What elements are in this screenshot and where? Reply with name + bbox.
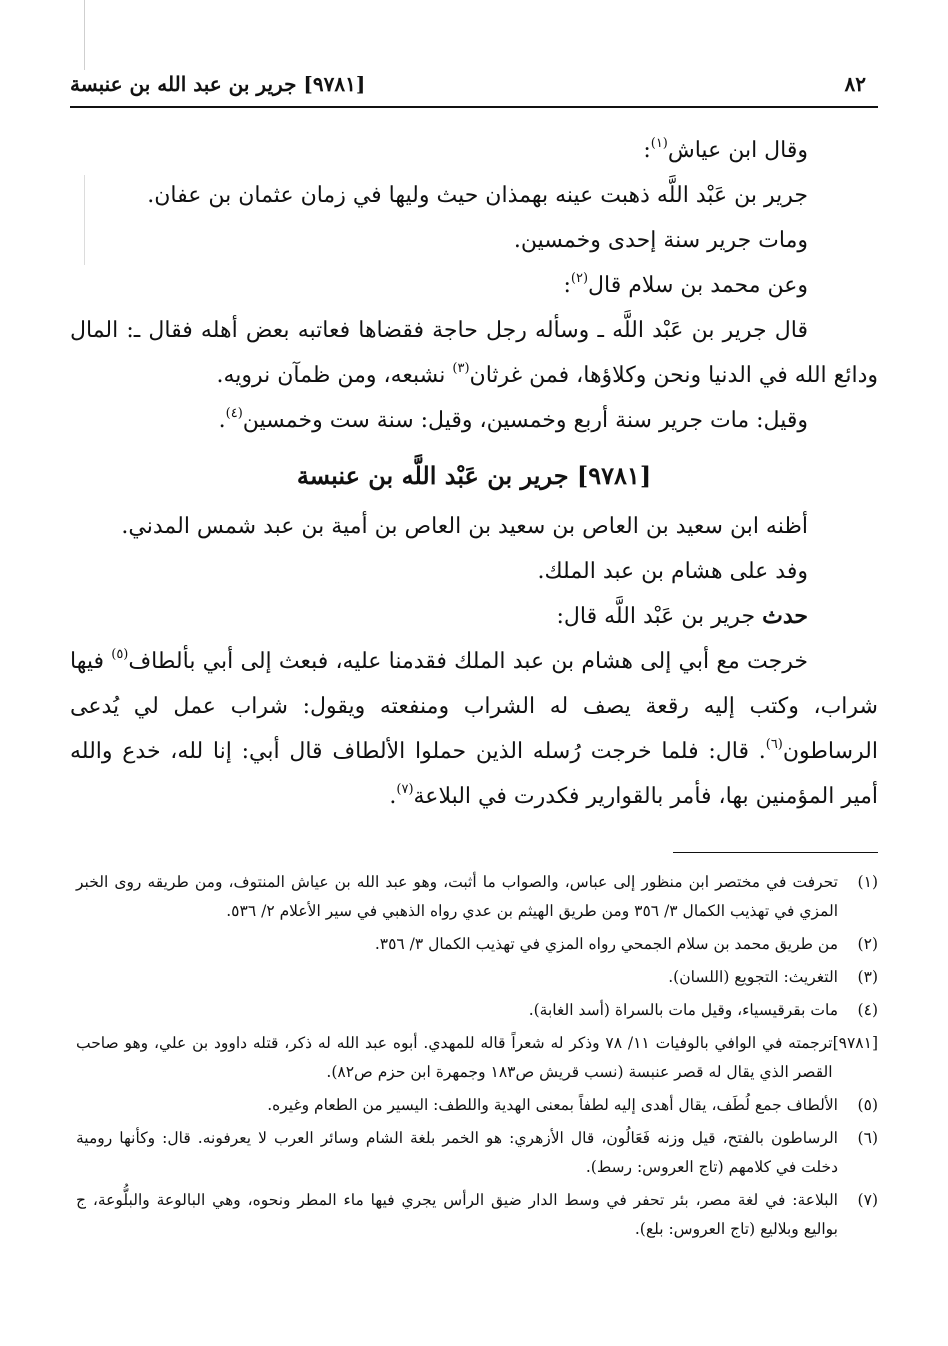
footnote-text: من طريق محمد بن سلام الجمحي رواه المزي في تهذيب الكمال ٣/ ٣٥٦. <box>374 935 838 953</box>
text-span: . <box>389 784 397 809</box>
footnote-text: البلاعة: في لغة مصر، بئر تحفر في وسط الدار ضيق الرأس يجري فيها ماء المطر ونحوه، وهي البالوعة والبلُّوعة، ج بواليع وبلاليع (تاج العروس: بلع). <box>76 1191 838 1238</box>
text-line: ومات جرير سنة إحدى وخمسين. <box>513 228 808 253</box>
footnote-ref: (٧) <box>396 782 414 797</box>
footnote-text: ترجمته في الوافي بالوفيات ١١/ ٧٨ وذكر له شعراً قاله للمهدي. أبوه عبد الله له ذكر، قتله داوود بن علي، وهو صاحب القصر الذي يقال له قصر عنبسة (نسب قريش ص١٨٣ وجمهرة ابن حزم ص٨٢). <box>76 1034 833 1081</box>
text-line: أظنه ابن سعيد بن العاص بن سعيد بن العاص بن أمية بن عبد شمس المدني. <box>121 514 808 539</box>
text-span: : <box>643 138 651 163</box>
footnote-text: مات بقرقيسياء، وقيل مات بالسراة (أسد الغابة). <box>528 1001 838 1019</box>
footnote-number: [٩٧٨١] <box>832 1034 878 1052</box>
text-span: جرير بن عَبْد اللَّه قال: <box>556 604 763 629</box>
footnote-number: (٤) <box>857 1001 878 1019</box>
entry-heading: [٩٧٨١] جرير بن عَبْد اللَّه بن عنبسة <box>296 461 652 490</box>
footnote-text: الرساطون بالفتح، قيل وزنه فَعَالُون، قال الأزهري: هو الخمر بلغة الشام وسائر العرب لا يعرفونه. قال: وكأنها رومية دخلت في كلامهم (تاج العروس: رسط). <box>76 1129 838 1176</box>
footnote-number: (٥) <box>857 1096 878 1114</box>
running-title: [٩٧٨١] جرير بن عبد الله بن عنبسة <box>70 72 366 96</box>
text-span: وقال ابن عياش <box>667 138 808 163</box>
page-number: ٨٢ <box>844 72 866 96</box>
footnote <box>76 1186 878 1244</box>
main-text <box>70 128 878 819</box>
text-span: : <box>563 273 571 298</box>
text-line: وفد على هشام بن عبد الملك. <box>537 559 808 584</box>
footnote-ref: (١) <box>650 136 668 151</box>
text-span: . قال: فلما خرجت رُسله الذين حملوا الألطاف قال أبي: إنا لله، خدع والله أمير المؤمنين بها، فأمر بالقوارير فكدرت في البلاعة <box>70 739 878 809</box>
text-span: قال جرير بن عَبْد اللَّه ـ وسأله رجل حاجة فقضاها فعاتبه بعض أهله فقال ـ: المال ودائع الله في الدنيا ونحن وكلاؤها، فمن غرثان <box>70 318 878 388</box>
text-span: وقيل: مات جرير سنة أربع وخمسين، وقيل: سنة ست وخمسين <box>242 408 808 433</box>
text-span: نشبعه، ومن ظمآن نرويه. <box>216 363 453 388</box>
footnote-text: التغريث: التجويع (اللسان). <box>668 968 838 986</box>
text-span: فيها شراب، وكتب إليه رقعة يصف له الشراب ومنفعته ويقول: شراب عمل لي يُدعى الرساطون <box>70 649 878 764</box>
footnote-number: (٢) <box>857 935 878 953</box>
footnote-ref: (٥) <box>111 647 129 662</box>
footnote-number: (٧) <box>857 1191 878 1209</box>
text-line <box>70 594 878 639</box>
footnote <box>76 996 878 1025</box>
footnote-text: تحرفت في مختصر ابن منظور إلى عباس، والصواب ما أثبت، وهو عبد الله بن عياش المنتوف، ومن طريقه روى الخبر المزي في تهذيب الكمال ٣/ ٣٥٦ ومن طريق الهيثم بن عدي رواه الذهبي في سير الأعلام ٢/ ٥٣٦. <box>76 873 838 920</box>
paragraph <box>70 308 878 398</box>
text-span: خرجت مع أبي إلى هشام بن عبد الملك فقدمنا عليه، فبعث إلى أبي بألطاف <box>128 649 808 674</box>
text-line <box>70 128 878 173</box>
footnote-ref: (٣) <box>452 361 470 376</box>
text-line <box>70 263 878 308</box>
footnote-ref: (٤) <box>225 406 243 421</box>
footnote <box>76 1091 878 1120</box>
footnote <box>76 1124 878 1182</box>
footnote <box>76 868 878 926</box>
footnote-number: (١) <box>857 873 878 891</box>
text-span: . <box>218 408 226 433</box>
scan-artifact-line <box>84 0 85 70</box>
text-line <box>70 398 878 443</box>
footnotes <box>76 868 878 1248</box>
paragraph <box>70 639 878 819</box>
footnote <box>76 1029 878 1087</box>
bold-lead-word: حدث <box>762 603 808 629</box>
running-header <box>70 62 878 108</box>
footnote-number: (٦) <box>857 1129 878 1147</box>
footnote <box>76 963 878 992</box>
footnote-separator <box>673 852 878 853</box>
footnote-ref: (٦) <box>765 737 783 752</box>
footnote-number: (٣) <box>857 968 878 986</box>
text-line: جرير بن عَبْد اللَّه ذهبت عينه بهمذان حيث وليها في زمان عثمان بن عفان. <box>147 183 808 208</box>
text-span: وعن محمد بن سلام قال <box>588 273 808 298</box>
footnote <box>76 930 878 959</box>
footnote-text: الألطاف جمع لُطَف، يقال أهدى إليه لطفاً بمعنى الهدية واللطف: اليسير من الطعام وغيره. <box>267 1096 838 1114</box>
footnote-ref: (٢) <box>570 271 589 286</box>
